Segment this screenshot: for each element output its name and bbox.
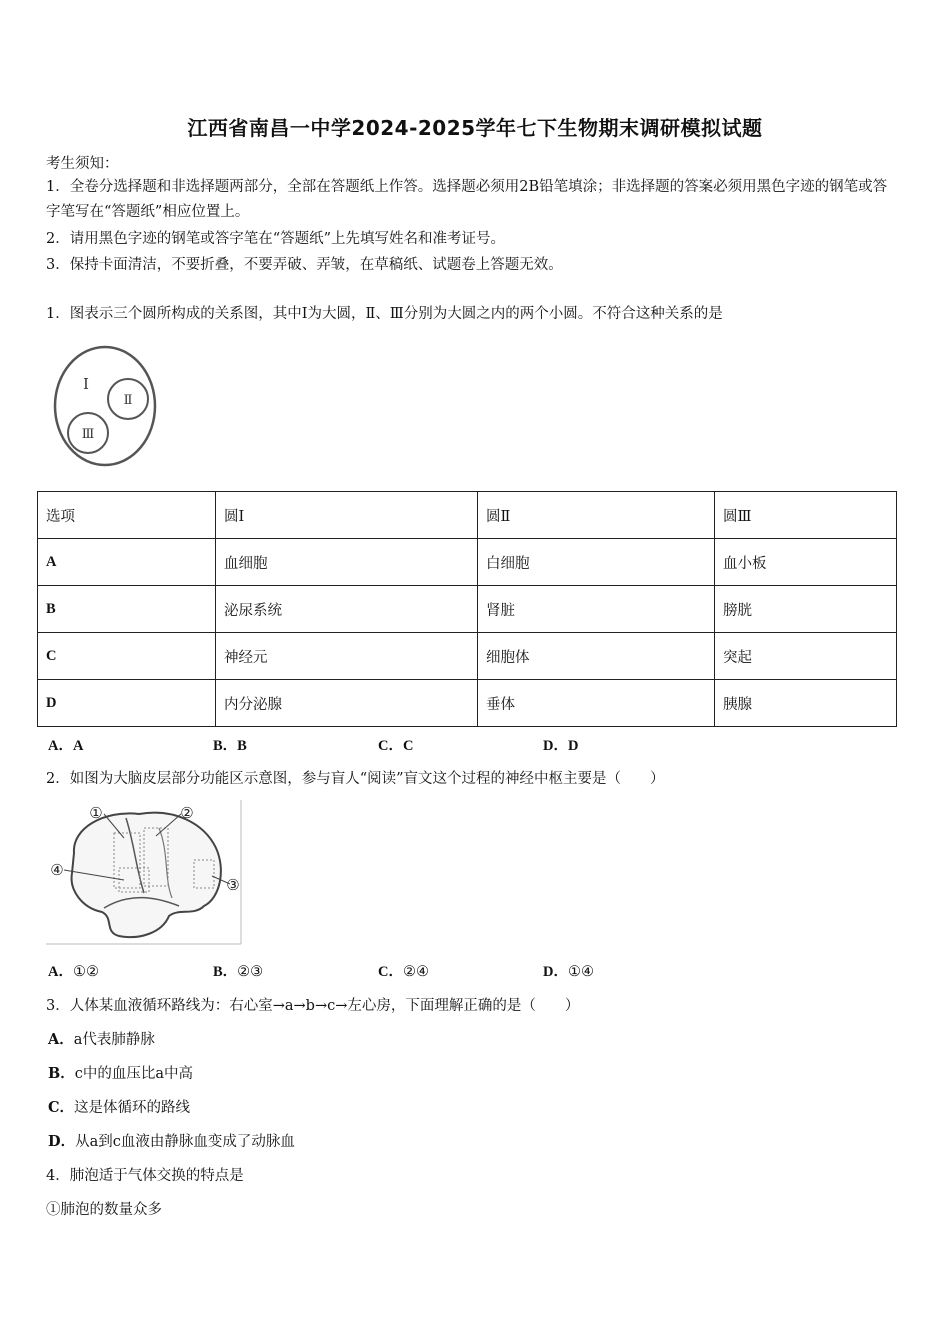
circle-label-1: Ⅰ	[83, 375, 89, 393]
q1-stem: 1．图表示三个圆所构成的关系图，其中Ⅰ为大圆，Ⅱ、Ⅲ分别为大圆之内的两个小圆。不符合这种关系的是	[46, 306, 723, 322]
table-row	[38, 586, 897, 633]
table-header-cell: 选项	[38, 492, 216, 539]
q1-option-c[interactable]: C．C	[378, 738, 414, 754]
q4-stem: 4．肺泡适于气体交换的特点是	[46, 1168, 244, 1184]
table-cell: 细胞体	[478, 633, 715, 680]
table-cell-option: C	[38, 633, 216, 680]
table-cell: 白细胞	[478, 539, 715, 586]
three-circle-diagram	[50, 342, 160, 470]
notice-item-3: 3．保持卡面清洁，不要折叠，不要弄破、弄皱，在草稿纸、试题卷上答题无效。	[46, 257, 563, 273]
q3-option-a[interactable]: A．a代表肺静脉	[48, 1031, 155, 1048]
q2-option-a[interactable]: A．①②	[48, 964, 99, 980]
table-header-cell: 圆Ⅱ	[478, 492, 715, 539]
table-cell: 内分泌腺	[216, 680, 478, 727]
table-cell-option: B	[38, 586, 216, 633]
table-cell: 肾脏	[478, 586, 715, 633]
q3-stem: 3．人体某血液循环路线为：右心室→a→b→c→左心房，下面理解正确的是（ ）	[46, 998, 580, 1014]
table-cell: 血小板	[715, 539, 897, 586]
table-cell: 垂体	[478, 680, 715, 727]
table-cell: 血细胞	[216, 539, 478, 586]
table-cell: 泌尿系统	[216, 586, 478, 633]
circle-label-3: Ⅲ	[81, 427, 95, 442]
q2-option-d[interactable]: D．①④	[543, 964, 594, 980]
table-cell-option: A	[38, 539, 216, 586]
brain-label-3: ③	[226, 876, 240, 894]
q3-option-b[interactable]: B．c中的血压比a中高	[48, 1065, 194, 1082]
table-header-cell: 圆Ⅲ	[715, 492, 897, 539]
q2-stem: 2．如图为大脑皮层部分功能区示意图，参与盲人“阅读”盲文这个过程的神经中枢主要是（ ）	[46, 771, 665, 787]
q1-option-d[interactable]: D．D	[543, 738, 579, 754]
table-cell-option: D	[38, 680, 216, 727]
q4-item-1: ①肺泡的数量众多	[46, 1202, 162, 1218]
table-cell: 膀胱	[715, 586, 897, 633]
circle-label-2: Ⅱ	[123, 393, 133, 408]
q1-option-a[interactable]: A．A	[48, 738, 84, 754]
table-row	[38, 633, 897, 680]
notice-heading: 考生须知：	[46, 156, 119, 172]
brain-label-2: ②	[180, 804, 194, 822]
brain-label-1: ①	[89, 804, 103, 822]
table-header-row	[38, 492, 897, 539]
table-row	[38, 680, 897, 727]
table-header-cell: 圆Ⅰ	[216, 492, 478, 539]
q1-options-table	[37, 491, 897, 727]
brain-cortex-diagram	[44, 798, 244, 946]
q2-option-c[interactable]: C．②④	[378, 964, 429, 980]
table-cell: 突起	[715, 633, 897, 680]
q2-option-b[interactable]: B．②③	[213, 964, 264, 980]
page-title: 江西省南昌一中学2024-2025学年七下生物期末调研模拟试题	[187, 116, 763, 140]
table-row	[38, 539, 897, 586]
table-cell: 胰腺	[715, 680, 897, 727]
notice-item-1: 1．全卷分选择题和非选择题两部分，全部在答题纸上作答。选择题必须用2B铅笔填涂；非选择题的答案必须用黑色字迹的钢笔或答字笔写在“答题纸”相应位置上。	[46, 179, 888, 220]
notice-item-2: 2．请用黑色字迹的钢笔或答字笔在“答题纸”上先填写姓名和准考证号。	[46, 231, 506, 247]
table-cell: 神经元	[216, 633, 478, 680]
brain-label-4: ④	[50, 861, 64, 879]
q1-option-b[interactable]: B．B	[213, 738, 247, 754]
q3-option-d[interactable]: D．从a到c血液由静脉血变成了动脉血	[48, 1133, 295, 1150]
q3-option-c[interactable]: C．这是体循环的路线	[48, 1099, 191, 1116]
